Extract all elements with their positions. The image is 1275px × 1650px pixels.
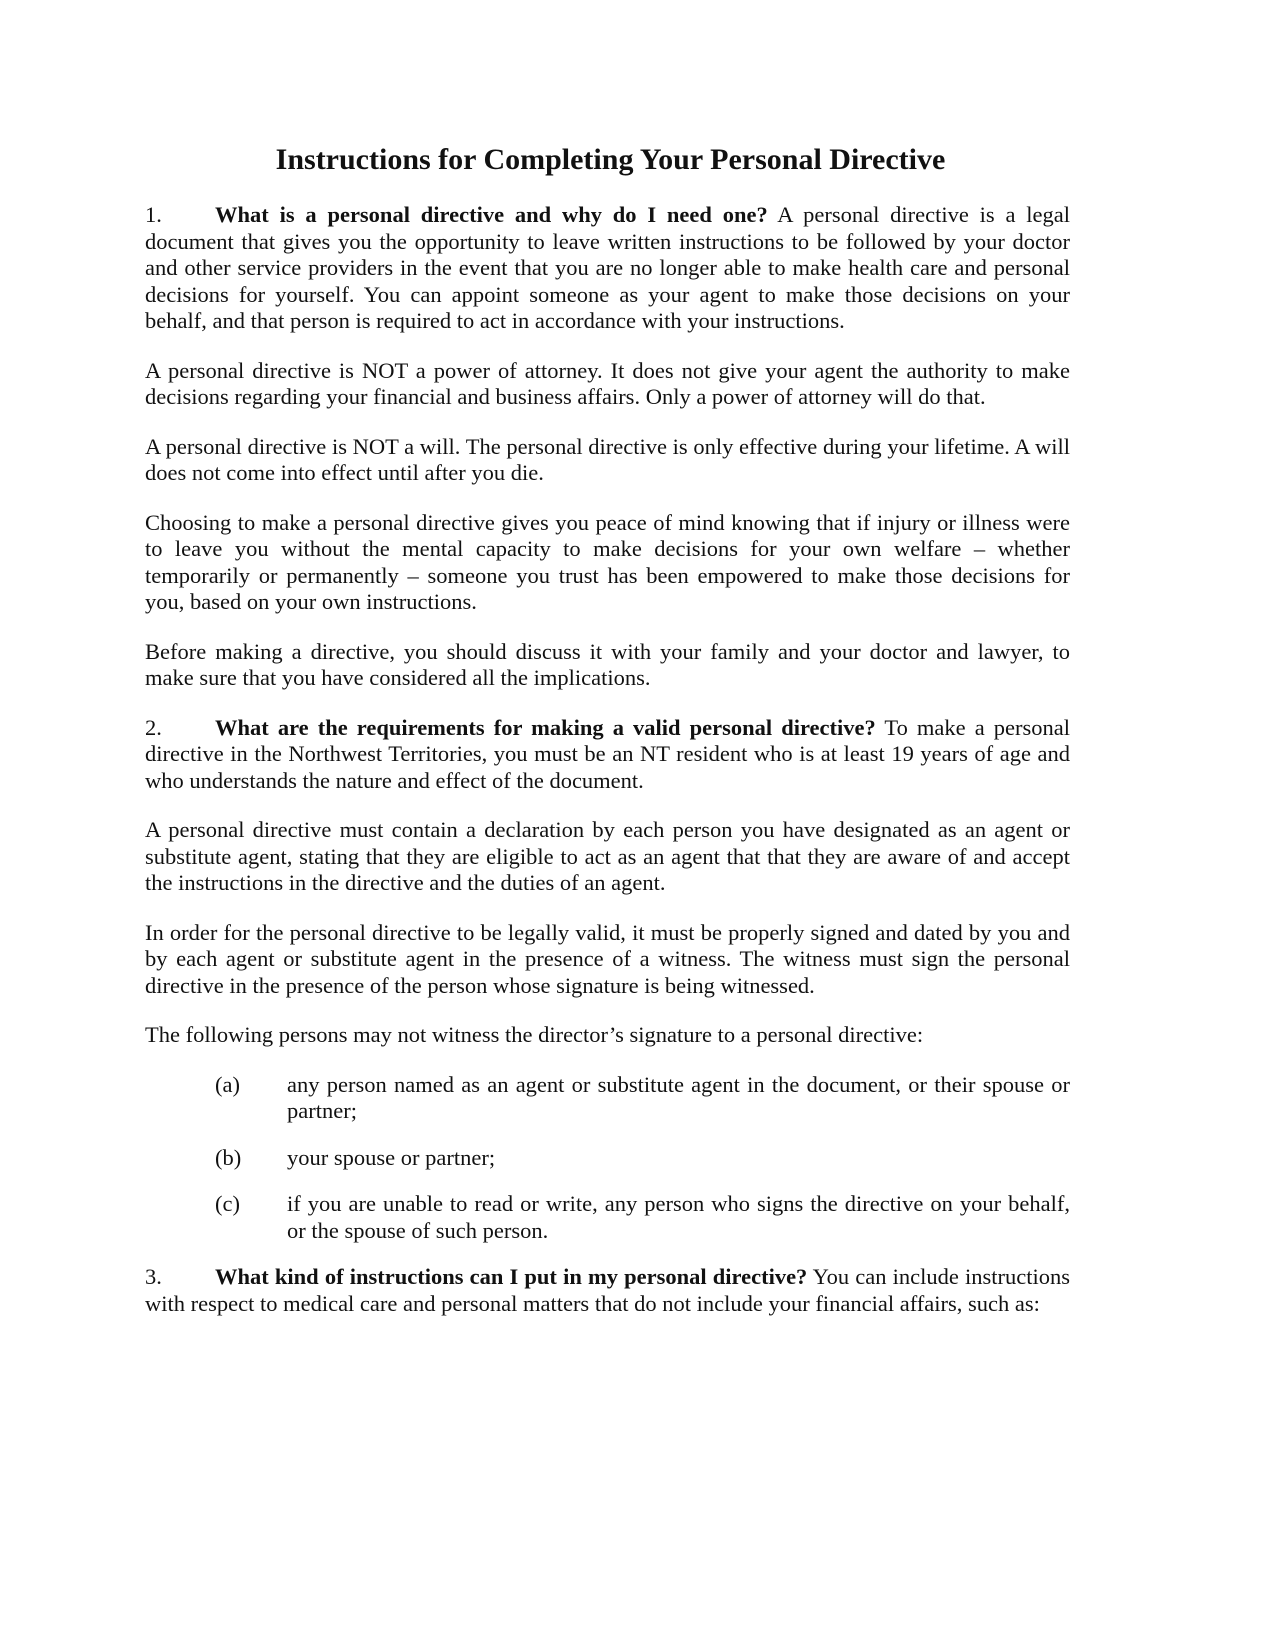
list-item-label: (b)	[215, 1144, 242, 1170]
section-1-lead	[145, 202, 1070, 335]
document-page	[145, 140, 1070, 1340]
section-question: What is a personal directive and why do I need one?	[215, 202, 768, 227]
list-item-text: any person named as an agent or substitute agent in the document, or their spouse or partner;	[287, 1071, 1070, 1123]
section-number: 3.	[145, 1264, 162, 1289]
list-item	[145, 1145, 1070, 1172]
paragraph: A personal directive is NOT a power of attorney. It does not give your agent the authority to make decisions regarding your financial and business affairs. Only a power of attorney will do that.	[145, 357, 1070, 409]
paragraph: In order for the personal directive to be legally valid, it must be properly signed and dated by you and by each agent or substitute agent in the presence of a witness. The witness must sign the personal directive in the presence of the person whose signature is being witnessed.	[145, 919, 1070, 998]
paragraph: A personal directive is NOT a will. The personal directive is only effective during your lifetime. A will does not come into effect until after you die.	[145, 433, 1070, 485]
section-question: What are the requirements for making a valid personal directive?	[215, 714, 876, 740]
list-item	[145, 1072, 1070, 1125]
paragraph: The following persons may not witness the director’s signature to a personal directive:	[145, 1022, 924, 1047]
section-number: 2.	[145, 714, 162, 740]
list-item-text: if you are unable to read or write, any person who signs the directive on your behalf, or the spouse of such person.	[287, 1191, 1070, 1243]
section-number: 1.	[145, 202, 162, 227]
list-item-label: (a)	[215, 1071, 240, 1097]
section-3-lead	[145, 1264, 1070, 1317]
paragraph: Choosing to make a personal directive gives you peace of mind knowing that if injury or illness were to leave you without the mental capacity to make decisions for your own welfare – whether temporarily or permanently – someone you trust has been empowered to make those decisions for you, based on your own instructions.	[145, 509, 1070, 614]
section-lead-text: You can include instructions with respect to medical care and personal matters that do not include your financial affairs, such as:	[145, 1264, 1070, 1316]
section-lead-text: To make a personal directive in the Northwest Territories, you must be an NT resident who is at least 19 years of age and who understands the nature and effect of the document.	[145, 714, 1070, 793]
section-question: What kind of instructions can I put in my personal directive?	[215, 1264, 808, 1289]
section-2-lead	[145, 715, 1070, 795]
section-lead-text: A personal directive is a legal document that gives you the opportunity to leave written instructions to be followed by your doctor and other service providers in the event that you are no longer able to make health care and personal decisions for yourself. You can appoint someone as your agent to make those decisions on your behalf, and that person is required to act in accordance with your instructions.	[145, 202, 1070, 333]
paragraph: Before making a directive, you should discuss it with your family and your doctor and lawyer, to make sure that you have considered all the implications.	[145, 638, 1070, 690]
list-item	[145, 1191, 1070, 1244]
paragraph: A personal directive must contain a declaration by each person you have designated as an agent or substitute agent, stating that they are eligible to act as an agent that that they are aware of and accept the instructions in the directive and the duties of an agent.	[145, 817, 1070, 895]
page-title: Instructions for Completing Your Personal Directive	[275, 143, 946, 176]
list-item-label: (c)	[215, 1191, 240, 1216]
list-item-text: your spouse or partner;	[287, 1144, 496, 1170]
